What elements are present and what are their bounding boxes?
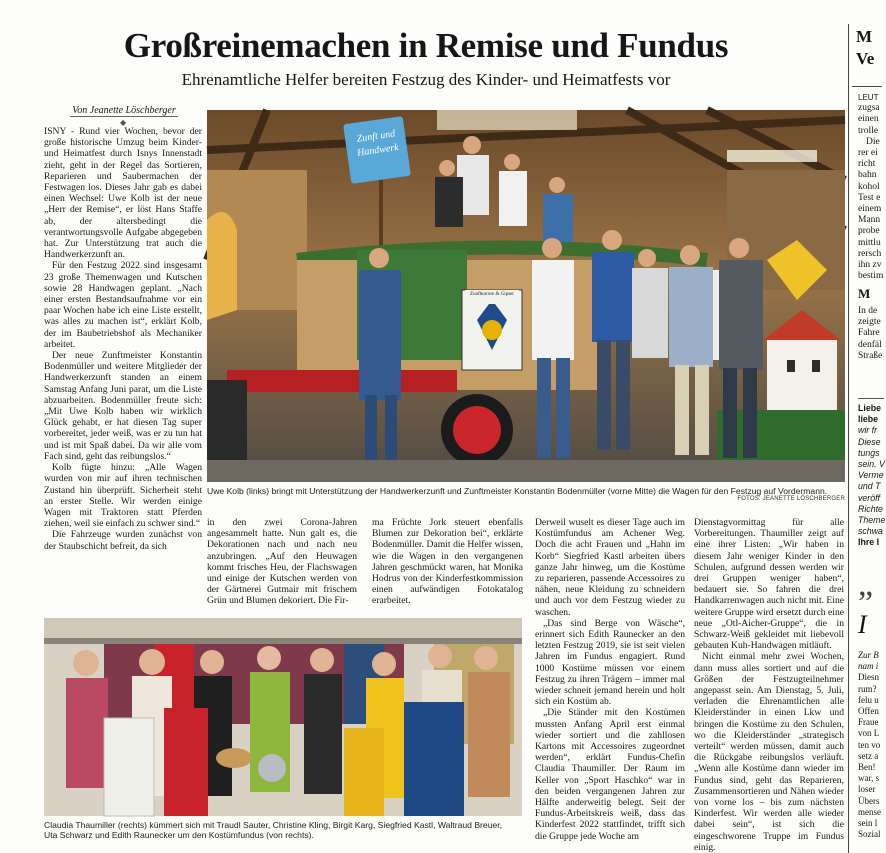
- headline: Großreinemachen in Remise und Fundus: [123, 26, 729, 65]
- article-column-3: [372, 517, 523, 613]
- paragraph: Kolb fügte hinzu: „Alle Wagen wurden von mir auf ihren technischen Zustand hin überprüft. Sicherheit steht an erster Stelle. Wir werden einige Wagen mit Traktoren statt Pferden ziehen, weil sie einfach zu schwer sind.“: [44, 462, 202, 530]
- photo-sign-guild: Zunft und Handwerk: [356, 128, 400, 159]
- paragraph: „Die Ständer mit den Kostümen mussten Anfang April erst einmal wieder sortiert und die zahllosen Kartons mit Accessoires zugeordnet werden“, erklärt Fundus-Chefin Claudia Thaumiller. Der Raum im Keller von „Sport Haschko“ war in den beiden vergangenen Jahren zur Hälfte anderweitig belegt. Seit der Fundus-Arbeitskreis weiß, dass das Kinderfest 2022 stattfindet, trifft sich die Gruppe jede Woche am: [535, 707, 685, 842]
- article-column-5: [694, 517, 844, 853]
- byline: Von Jeanette Löschberger: [72, 105, 176, 116]
- photo-costume-fundus: [44, 618, 522, 816]
- paragraph: „Das sind Berge von Wäsche“, erinnert sich Edith Raunecker an den letzten Festzug 2019, sie ist seit vielen Jahren im Fundus engagiert. Rund 1000 Kostüme müssen vor einem Festzug zu ihren Trägern – immer mal wieder schneit jemand herein und holt sich ein Kostüm ab.: [535, 617, 685, 708]
- byline-ornament: ◆: [120, 118, 127, 127]
- right-big-initial: I: [858, 610, 867, 639]
- photo-sign-board: Zunftkorore & Gipser: [470, 292, 514, 297]
- right-column-headline: M Ve: [856, 27, 875, 68]
- paragraph: ma Früchte Jork steuert ebenfalls Blumen zur Dekoration bei“, erklärte Bodenmüller. Damit die Helfer wissen, wie die Wagen in den vergangenen Jahren geschmückt waren, hat Monika Hodrus von der Kinderfestkommission einen aufwändigen Fotokatalog erarbeitet.: [372, 517, 523, 607]
- paragraph: Nicht einmal mehr zwei Wochen, dann muss alles sortiert und auf die Größen der Festzugteilnehmer angepasst sein. Am Dienstag, 5. Juli, verladen die Ehrenamtlichen alle Kleiderständer in einen Lkw und bringen die Kostüme zu den Schulen, wo die Kleiderständer „strategisch verteilt“ werden müssen, damit auch die Rückgabe reibungslos verläuft. „Wenn alle Kostüme dann wieder im Fundus sind, geht das Reparieren, Zusammensortieren und Nähen wieder von vorne los – bis zum nächsten Kinderfest. Wir werden alle wieder dabei sein“, ist sich die eingeschworene Truppe im Fundus einig.: [694, 651, 844, 853]
- subheadline: Ehrenamtliche Helfer bereiten Festzug des Kinder- und Heimatfests vor: [181, 70, 671, 89]
- paragraph: Für den Festzug 2022 sind insgesamt 23 große Themenwagen und Kutschen sowie 28 Handwagen geplant. „Nach einer ersten Bestandsaufnahme vor ein paar Wochen habe ich eine Liste erstellt, was alles zu machen ist“, erklärt Kolb, der im Baubetriebshof als Mechaniker arbeitet.: [44, 260, 202, 350]
- photo-1-caption: Uwe Kolb (links) bringt mit Unterstützung der Handwerkerzunft und Zunftmeister Konstantin Bodenmüller (vorne Mitte) die Wagen für den Festzug auf Vordermann.: [207, 486, 828, 496]
- right-quote-mark: „: [858, 566, 874, 603]
- photo-credit: FOTOS: JEANETTE LÖSCHBERGER: [737, 496, 845, 502]
- right-column-text-2: In de zeigte Fahre denfäl Straße: [858, 306, 883, 361]
- column-divider: [848, 24, 849, 853]
- photo-wagon-workshop: [207, 110, 845, 482]
- article-column-2: [207, 517, 357, 613]
- photo-2-caption: Claudia Thaumiller (rechts) kümmert sich mit Traudl Sauter, Christine Kling, Birgit Karg, Siegfried Kastl, Waltraud Breuer, Uta Schwarz und Edith Raunecker um den Kostümfundus (von rechts).: [44, 820, 503, 841]
- paragraph: Derweil wuselt es dieser Tage auch im Kostümfundus am Achener Weg. Doch die acht Frauen und „Hahn im Korb“ Siegfried Kastl arbeiten übers ganze Jahr hinweg, um die Kostüme zu reparieren, passende Accessoires zu nähen, neue Kleidung zu schneidern und auch vor dem Festzug wieder zu waschen.: [535, 517, 685, 618]
- paragraph: Dienstagvormittag für alle Vorbereitungen. Thaumiller zeigt auf eine ihrer Listen: „Wir haben in diesem Jahr weniger Kinder in den Schulen, aufgrund dessen werden wir drei Gruppen weniger haben“, bedauert sie. So fahren die drei Handkarrenwagen auch nicht mit. Eine weitere Gruppe wird ersetzt durch eine neue „Otl-Aicher-Gruppe“, die in Schwarz-Weiß gekleidet mit liebevoll gebauten Kuh-Handwagen mitläuft.: [694, 517, 844, 652]
- right-info-box: Liebe liebe wir fr Diese tungs sein. V Verme und T veröff Richte Theme schwa Ihre I: [858, 398, 884, 549]
- paragraph: in den zwei Corona-Jahren angesammelt hatte. Nun galt es, die Dekorationen nach und nach neu anzubringen. „Auf den Heuwagen kommt frisches Heu, der Flachswagen und einige der Kutschen werden von der Gärtnerei Gutmair mit frischem Grün und Blumen dekoriert. Die Fir-: [207, 517, 357, 607]
- right-headline-rule: [852, 86, 882, 87]
- right-column-subhead: M: [858, 286, 871, 301]
- paragraph: Der neue Zunftmeister Konstantin Bodenmüller und weitere Mitglieder der Handwerkerzunft standen an einem Samstag Anfang Juni parat, um die Liste abzuarbeiten. Bodenmüller freute sich: „Mit Uwe Kolb haben wir wirklich Glück gehabt, er hat diesen Tag super vorbereitet, jeder weiß, was er zu tun hat und ist mit Spaß dabei. Da wir alle vom Fach sind, geht das reibungslos.“: [44, 350, 202, 462]
- paragraph: ISNY - Rund vier Wochen, bevor der große historische Umzug beim Kinder- und Heimatfest durch Isnys Innenstadt zieht, geht in der Regel das Sortieren, Reparieren und Saubermachen der Festwagen los. Dieses Jahr gab es dabei einen Wechsel: Uwe Kolb ist der neue „Herr der Remise“, er löst Hans Staffe ab, der altersbedingt die verantwortungsvolle Aufgabe abgegeben hat. Zur Unterstützung trat auch die Handwerkerzunft an.: [44, 126, 202, 261]
- right-column-text-1: LEUT zugsa einen trolle Die rer ei richt bahn kohol Test e einem Mann probe mittlu rersch ihn zv bestim: [858, 93, 884, 282]
- article-column-4: [535, 517, 685, 847]
- right-column-text-3: Zur B nam i Diesn rum? felu u Offen Fraue von L ten vo setz a Ben! war, s loser Übers mense sein l Sozial: [858, 650, 881, 840]
- paragraph: Die Fahrzeuge wurden zunächst von der Staubschicht befreit, da sich: [44, 529, 202, 552]
- article-column-1: [44, 126, 202, 606]
